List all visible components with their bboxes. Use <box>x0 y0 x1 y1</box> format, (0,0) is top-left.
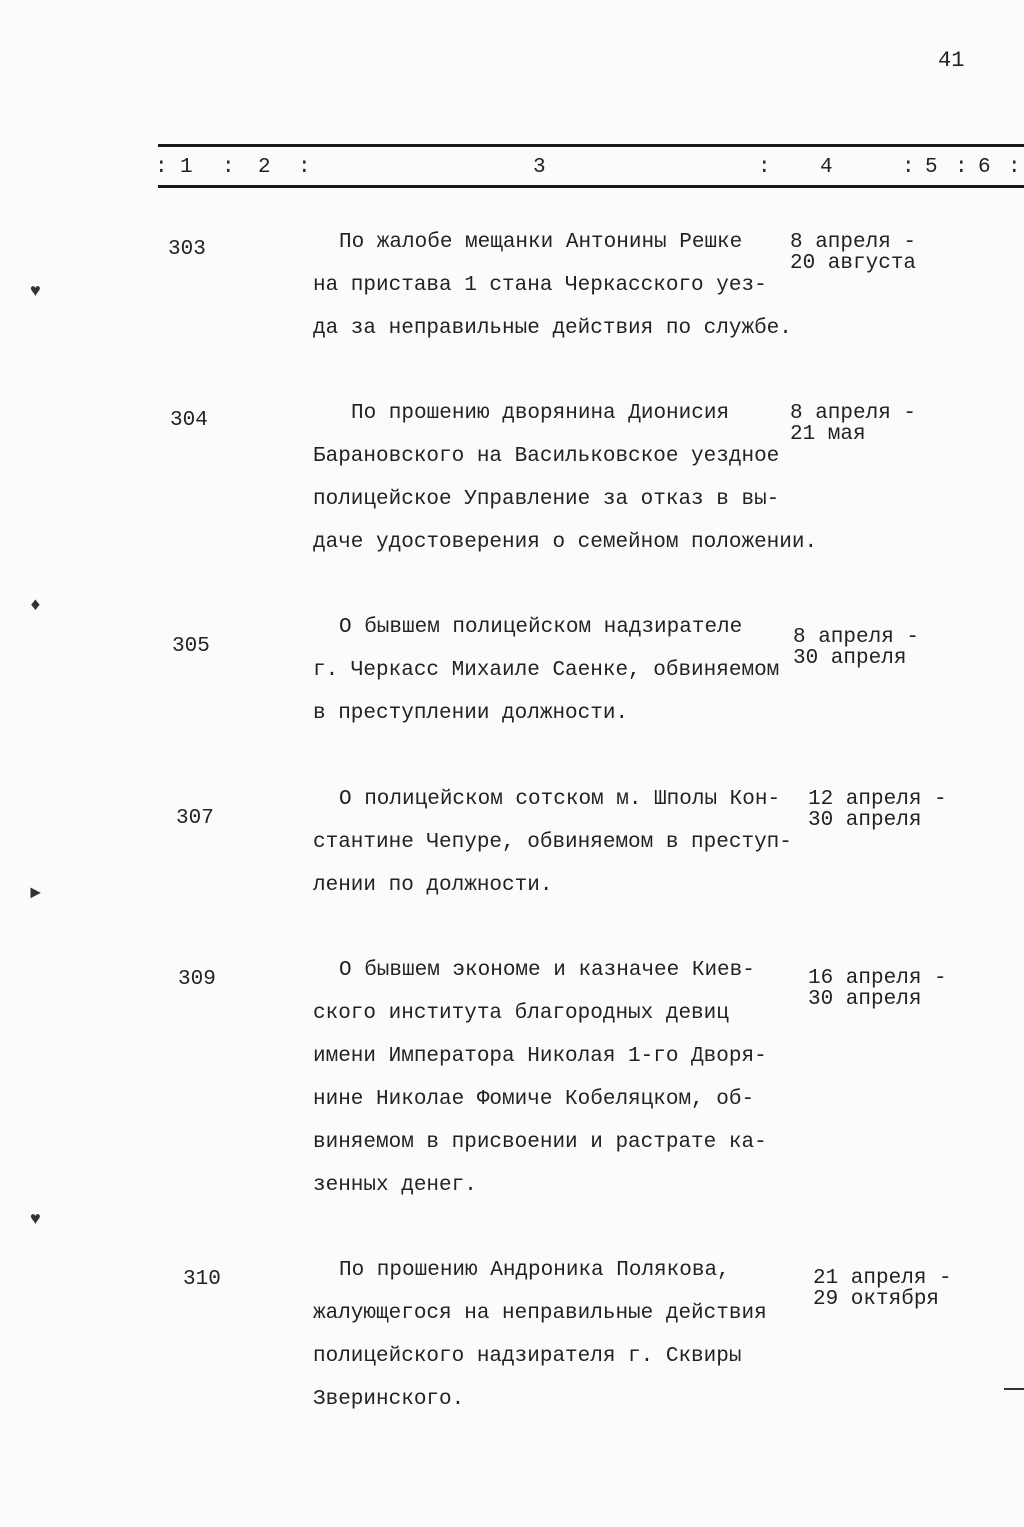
date-to: 30 апреля <box>808 988 922 1011</box>
col-2: 2 <box>258 156 271 179</box>
date-to: 20 августа <box>790 252 917 275</box>
record-dates <box>790 232 916 274</box>
record-text-line: полицейского надзирателя г. Сквиры <box>313 1345 742 1368</box>
margin-mark-icon: ► <box>30 884 41 904</box>
col-4: 4 <box>820 156 833 179</box>
record-text-line: Зверинского. <box>313 1388 465 1411</box>
record-text-line: жалующегося на неправильные действия <box>313 1302 767 1325</box>
record-text-line: Барановского на Васильковское уездное <box>313 445 780 468</box>
record-text-line: стантине Чепуре, обвиняемом в преступ- <box>313 831 792 854</box>
date-to: 29 октября <box>813 1288 940 1311</box>
record-number: 309 <box>178 968 216 991</box>
record-text-line: лении по должности. <box>313 874 553 897</box>
record-text-line: По прошению дворянина Дионисия <box>351 402 730 425</box>
record-text-line: нине Николае Фомиче Кобеляцком, об- <box>313 1088 755 1111</box>
record-text-line: да за неправильные действия по службе. <box>313 317 792 340</box>
record-text-line: на пристава 1 стана Черкасского уез- <box>313 274 767 297</box>
margin-dash <box>1004 1388 1024 1390</box>
record-text-line: О полицейском сотском м. Шполы Кон- <box>339 788 781 811</box>
record-text-line: имени Императора Николая 1-го Дворя- <box>313 1045 767 1068</box>
header-bottom-rule <box>158 185 1024 188</box>
record-text-line: По жалобе мещанки Антонины Решке <box>339 231 743 254</box>
record-dates <box>808 968 947 1010</box>
record-text-line: По прошению Андроника Полякова, <box>339 1259 730 1282</box>
margin-mark-icon: ♥ <box>30 282 41 302</box>
col-3: 3 <box>533 156 546 179</box>
record-text-line: полицейское Управление за отказ в вы- <box>313 488 780 511</box>
record-number: 303 <box>168 238 206 261</box>
record-text-line: г. Черкасс Михаиле Саенке, обвиняемом <box>313 659 780 682</box>
record-dates <box>813 1268 952 1310</box>
record-text-line: зенных денег. <box>313 1174 477 1197</box>
record-text-line: О бывшем экономе и казначее Киев- <box>339 959 755 982</box>
record-text-line: виняемом в присвоении и растрате ка- <box>313 1131 767 1154</box>
record-dates <box>790 403 916 445</box>
date-to: 30 апреля <box>793 647 907 670</box>
record-number: 305 <box>172 635 210 658</box>
date-from: 21 апреля - <box>813 1267 952 1290</box>
col-6: 6 <box>978 156 991 179</box>
date-from: 8 апреля - <box>790 231 917 254</box>
date-from: 8 апреля - <box>790 402 917 425</box>
record-number: 307 <box>176 807 214 830</box>
margin-mark-icon: ♦ <box>30 596 41 616</box>
date-from: 16 апреля - <box>808 967 947 990</box>
date-from: 12 апреля - <box>808 788 947 811</box>
record-number: 310 <box>183 1268 221 1291</box>
date-to: 30 апреля <box>808 809 922 832</box>
col-1: 1 <box>180 156 193 179</box>
record-dates <box>808 789 947 831</box>
col-5: 5 <box>925 156 938 179</box>
page-number: 41 <box>938 48 965 73</box>
date-from: 8 апреля - <box>793 626 920 649</box>
margin-mark-icon: ♥ <box>30 1210 41 1230</box>
record-text-line: даче удостоверения о семейном положении. <box>313 531 818 554</box>
record-dates <box>793 627 919 669</box>
header-top-rule <box>158 144 1024 147</box>
record-number: 304 <box>170 409 208 432</box>
record-text-line: О бывшем полицейском надзирателе <box>339 616 743 639</box>
record-text-line: ского института благородных девиц <box>313 1002 729 1025</box>
date-to: 21 мая <box>790 423 866 446</box>
record-text-line: в преступлении должности. <box>313 702 629 725</box>
